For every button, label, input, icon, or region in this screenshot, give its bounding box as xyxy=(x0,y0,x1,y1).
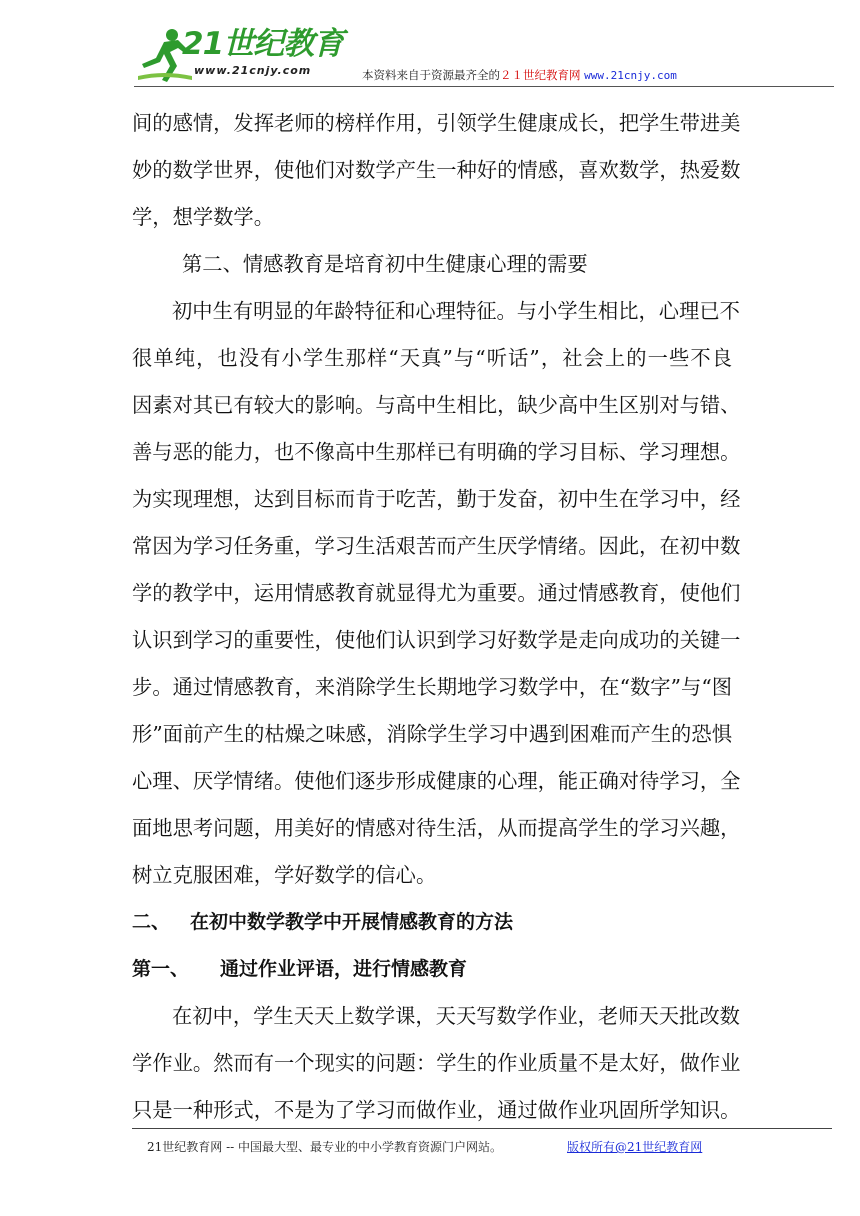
section-heading-number: 二、 xyxy=(132,911,171,933)
paragraph-line: 心理、厌学情绪。使他们逐步形成健康的心理，能正确对待学习，全 xyxy=(132,769,741,793)
paragraph-line: 初中生有明显的年龄特征和心理特征。与小学生相比，心理已不 xyxy=(172,299,740,323)
page-header xyxy=(0,0,860,100)
paragraph-line: 因素对其已有较大的影响。与高中生相比，缺少高中生区别对与错、 xyxy=(132,393,741,417)
logo-wordmark: 21世纪教育 xyxy=(182,26,344,62)
header-url-link[interactable]: www.21cnjy.com xyxy=(584,69,677,82)
subsection-heading-number: 第一、 xyxy=(132,958,190,980)
page-footer xyxy=(147,1138,703,1155)
site-logo[interactable] xyxy=(134,24,344,84)
subsection-heading-text: 通过作业评语，进行情感教育 xyxy=(220,958,468,980)
header-site-name[interactable]: ２１世纪教育网 xyxy=(500,68,581,82)
header-source-note xyxy=(362,67,677,83)
paragraph-line: 学的教学中，运用情感教育就显得尤为重要。通过情感教育，使他们 xyxy=(132,581,741,605)
footer-copyright-link[interactable]: 版权所有@21世纪教育网 xyxy=(567,1140,703,1154)
paragraph-line: 只是一种形式，不是为了学习而做作业，通过做作业巩固所学知识。 xyxy=(132,1098,741,1122)
paragraph-line: 为实现理想，达到目标而肯于吃苦，勤于发奋，初中生在学习中，经 xyxy=(132,487,741,511)
footer-divider xyxy=(132,1128,832,1129)
section-heading xyxy=(132,899,732,946)
subsection-heading xyxy=(132,946,732,993)
logo-url: www.21cnjy.com xyxy=(194,64,312,77)
section-heading-text: 在初中数学教学中开展情感教育的方法 xyxy=(190,911,514,933)
paragraph-line: 很单纯，也没有小学生那样“天真”与“听话”，社会上的一些不良 xyxy=(132,346,732,370)
paragraph-line: 面地思考问题，用美好的情感对待生活，从而提高学生的学习兴趣， xyxy=(132,816,741,840)
paragraph-line: 间的感情，发挥老师的榜样作用，引领学生健康成长，把学生带进美 xyxy=(132,111,741,135)
header-note-prefix: 本资料来自于资源最齐全的 xyxy=(362,68,500,82)
paragraph-line: 善与恶的能力，也不像高中生那样已有明确的学习目标、学习理想。 xyxy=(132,440,741,464)
paragraph-line: 在初中，学生天天上数学课，天天写数学作业，老师天天批改数 xyxy=(172,1004,740,1028)
section-subheading: 第二、情感教育是培育初中生健康心理的需要 xyxy=(182,252,588,276)
footer-text: 21世纪教育网 -- 中国最大型、最专业的中小学教育资源门户网站。 xyxy=(147,1140,503,1154)
paragraph-line: 认识到学习的重要性，使他们认识到学习好数学是走向成功的关键一 xyxy=(132,628,741,652)
paragraph-line: 常因为学习任务重，学习生活艰苦而产生厌学情绪。因此，在初中数 xyxy=(132,534,741,558)
paragraph-line: 步。通过情感教育，来消除学生长期地学习数学中，在“数字”与“图 xyxy=(132,675,732,699)
paragraph-line: 形”面前产生的枯燥之味感，消除学生学习中遇到困难而产生的恐惧 xyxy=(132,722,732,746)
paragraph-line: 妙的数学世界，使他们对数学产生一种好的情感，喜欢数学，热爱数 xyxy=(132,158,741,182)
document-body xyxy=(132,100,741,1134)
paragraph-line: 学，想学数学。 xyxy=(132,205,274,229)
paragraph-line: 树立克服困难，学好数学的信心。 xyxy=(132,863,437,887)
paragraph-line: 学作业。然而有一个现实的问题：学生的作业质量不是太好，做作业 xyxy=(132,1051,741,1075)
header-divider xyxy=(134,86,834,87)
